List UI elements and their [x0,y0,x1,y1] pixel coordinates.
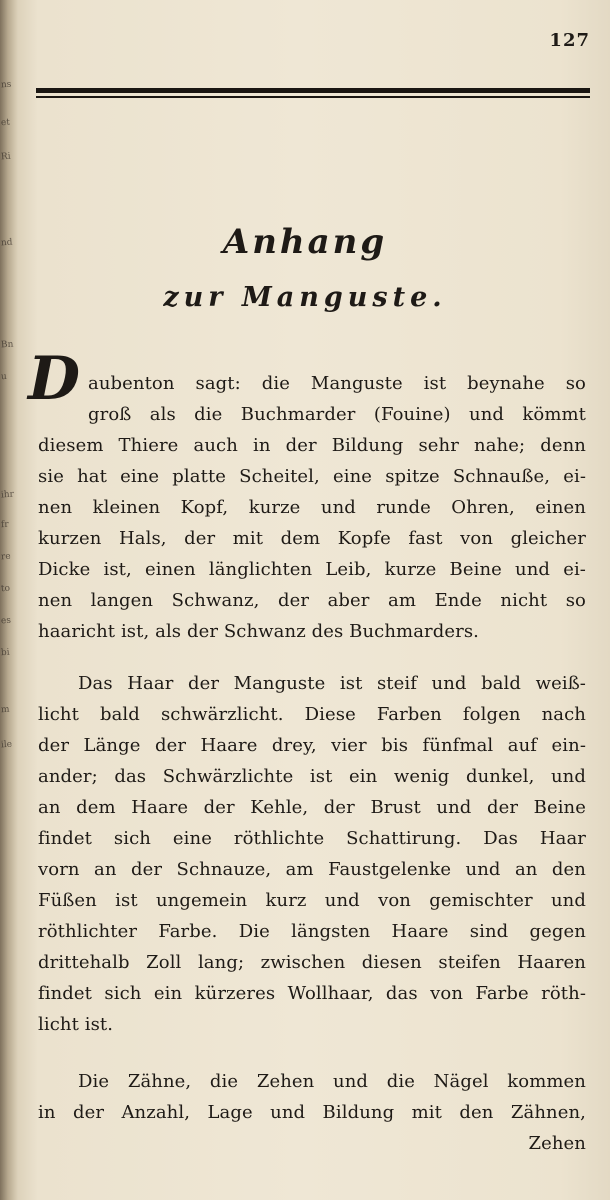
paragraph-2 [38,668,586,1040]
gutter-mark: m [0,704,10,716]
text-line: kurzen Hals, der mit dem Kopfe fast von gleicher [38,528,586,549]
paragraph-1 [38,368,586,647]
text-line: in der Anzahl, Lage und Bildung mit den Zähnen, [38,1102,586,1123]
catchword: Zehen [528,1133,586,1154]
text-line: an dem Haare der Kehle, der Brust und der Beine [38,797,586,818]
page-title: Anhang [222,222,388,262]
text-line: der Länge der Haare drey, vier bis fünfmal auf ein- [38,735,586,756]
gutter-mark: nd [0,237,13,249]
text-line: licht ist. [38,1014,114,1035]
gutter-mark: Bn [0,339,14,351]
text-line: diesem Thiere auch in der Bildung sehr nahe; denn [38,435,586,456]
text-line: drittehalb Zoll lang; zwischen diesen steifen Haaren [38,952,586,973]
text-line: Das Haar der Manguste ist steif und bald weiß- [78,673,586,694]
text-line: Füßen ist ungemein kurz und von gemischter und [38,890,586,911]
gutter-mark: fr [0,519,9,531]
text-line: groß als die Buchmarder (Fouine) und kömmt [88,404,586,425]
gutter-mark: es [0,615,12,627]
text-line: findet sich ein kürzeres Wollhaar, das von Farbe röth- [38,983,586,1004]
gutter-mark: re [0,551,11,563]
page-subtitle: zur Manguste. [163,282,447,313]
gutter-mark: bi [0,647,10,659]
text-line: Dicke ist, einen länglichten Leib, kurze Beine und ei- [38,559,586,580]
header-rule [36,88,590,93]
text-line: ander; das Schwärzlichte ist ein wenig dunkel, und [38,766,586,787]
text-line: findet sich eine röthlichte Schattirung. Das Haar [38,828,586,849]
gutter-mark: Ri [0,151,11,163]
drop-cap: D [28,344,81,414]
paragraph-3 [38,1066,586,1159]
text-line: röthlichter Farbe. Die längsten Haare sind gegen [38,921,586,942]
gutter-mark: ns [0,79,12,91]
page-number: 127 [549,30,590,51]
gutter-mark: ile [0,739,13,751]
text-line: licht bald schwärzlicht. Diese Farben folgen nach [38,704,586,725]
gutter-mark: et [0,117,11,129]
gutter-mark: u [0,371,8,383]
text-line: nen kleinen Kopf, kurze und runde Ohren, einen [38,497,586,518]
text-line: aubenton sagt: die Manguste ist beynahe so [88,373,586,394]
header-rule-thin [36,96,590,98]
text-line: haaricht ist, als der Schwanz des Buchmarders. [38,621,479,642]
gutter-mark: ihr [0,489,15,501]
text-line: nen langen Schwanz, der aber am Ende nicht so [38,590,586,611]
text-line: sie hat eine platte Scheitel, eine spitze Schnauße, ei- [38,466,586,487]
gutter-mark: to [0,583,11,595]
text-line: Die Zähne, die Zehen und die Nägel kommen [78,1071,586,1092]
facing-page-margin [0,0,16,1200]
text-line: vorn an der Schnauze, am Faustgelenke und an den [38,859,586,880]
